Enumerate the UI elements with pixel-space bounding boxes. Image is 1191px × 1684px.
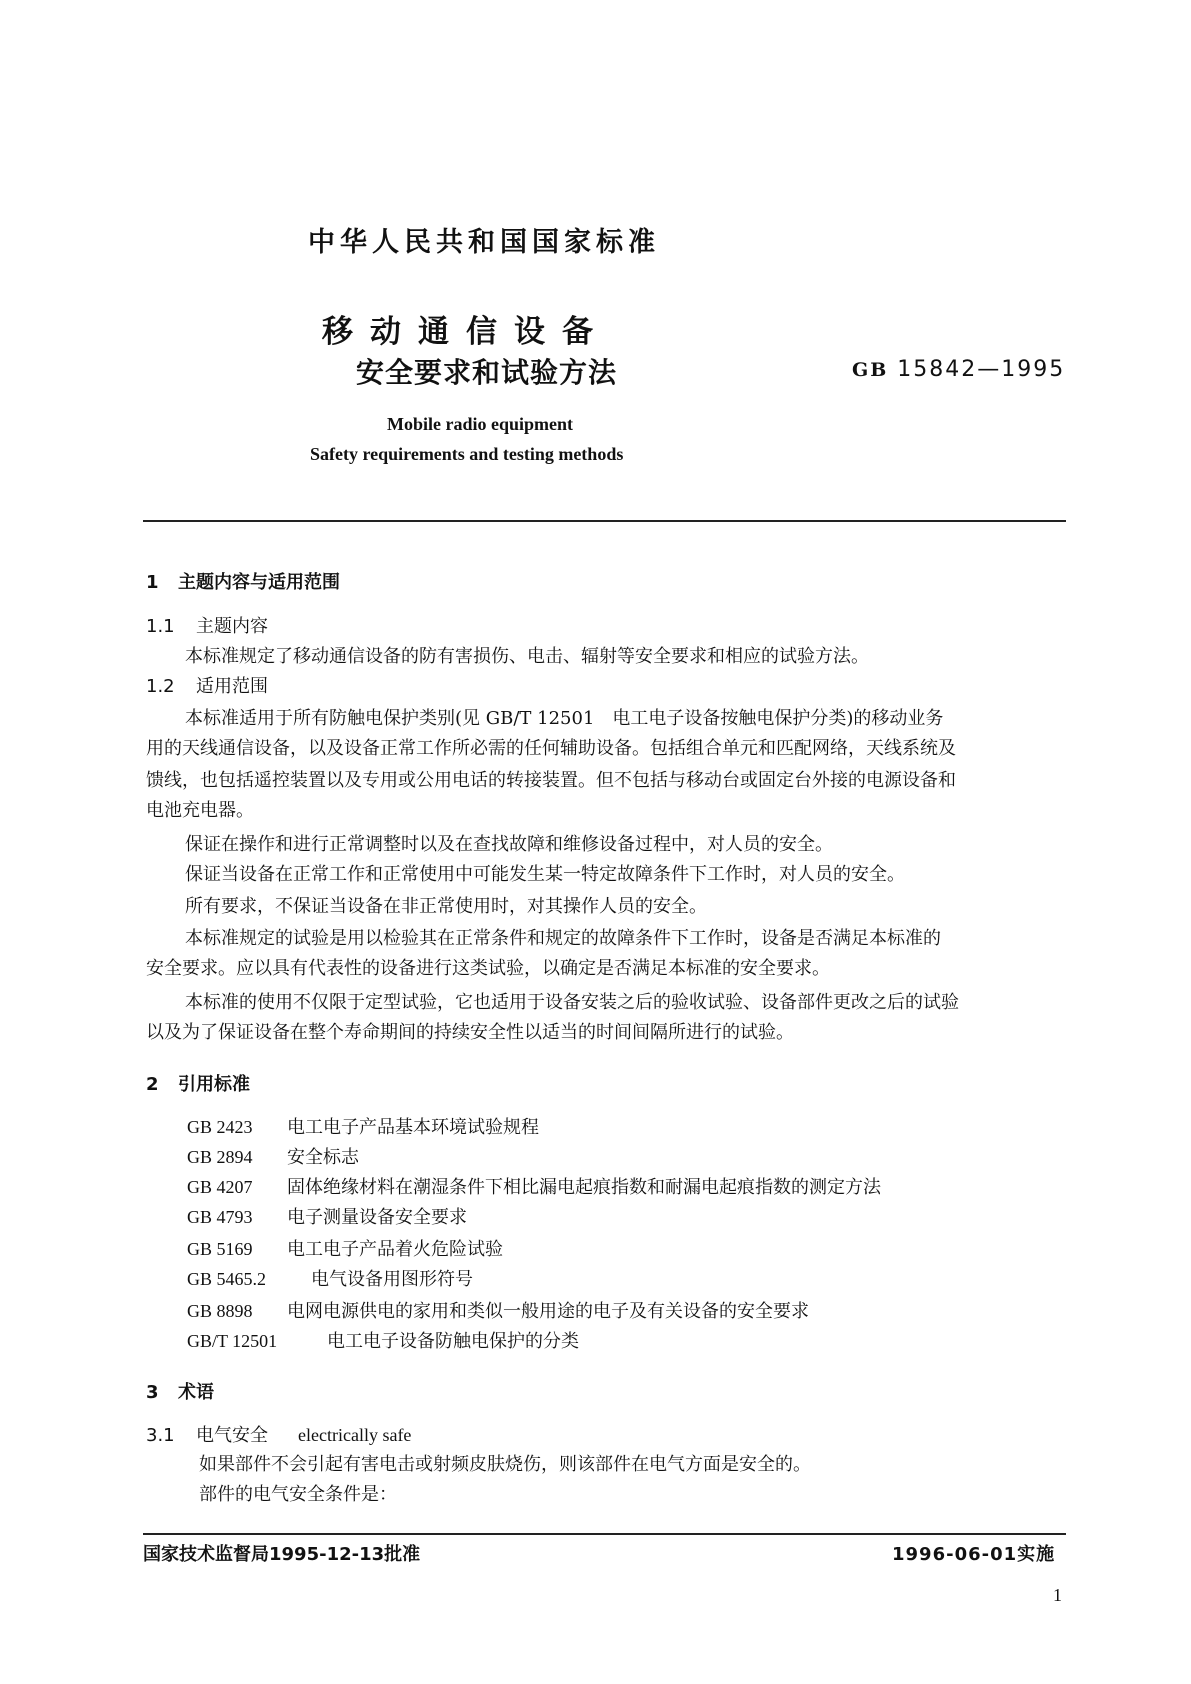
approval-note: 国家技术监督局1995-12-13批准	[143, 1544, 421, 1565]
term-chinese: 电气安全	[196, 1425, 268, 1446]
section-2-heading	[146, 1070, 250, 1096]
paragraph-line: 电池充电器。	[146, 800, 254, 821]
subsection-3-1-number: 3.1	[146, 1425, 175, 1446]
paragraph: 保证在操作和进行正常调整时以及在查找故障和维修设备过程中，对人员的安全。	[185, 834, 833, 855]
section-3-title: 术语	[178, 1382, 214, 1403]
reference-name: 电网电源供电的家用和类似一般用途的电子及有关设备的安全要求	[287, 1301, 809, 1322]
english-title-line2: Safety requirements and testing methods	[310, 444, 624, 464]
paragraph-line: 本标准适用于所有防触电保护类别(见 GB/T 12501 电工电子设备按触电保护分类)的移动业务	[185, 708, 944, 729]
page-number: 1	[1053, 1585, 1062, 1605]
document-title-line1: 移动通信设备	[322, 314, 610, 350]
document-title-line2: 安全要求和试验方法	[356, 356, 618, 389]
effective-date-note: 1996-06-01实施	[892, 1544, 1056, 1565]
section-2-title: 引用标准	[178, 1074, 250, 1095]
standard-type-heading: 中华人民共和国国家标准	[308, 227, 660, 258]
paragraph-line: 馈线，也包括遥控装置以及专用或公用电话的转接装置。但不包括与移动台或固定台外接的电源设备和	[146, 770, 956, 791]
reference-code: GB 4793	[187, 1207, 253, 1227]
paragraph: 所有要求，不保证当设备在非正常使用时，对其操作人员的安全。	[185, 896, 707, 917]
reference-name: 电工电子设备防触电保护的分类	[327, 1331, 579, 1352]
term-english: electrically safe	[298, 1425, 412, 1445]
paragraph-line: 本标准的使用不仅限于定型试验，它也适用于设备安装之后的验收试验、设备部件更改之后的试验	[185, 992, 959, 1013]
reference-code: GB/T 12501	[187, 1331, 278, 1351]
reference-code: GB 4207	[187, 1177, 253, 1197]
reference-name: 电工电子产品着火危险试验	[287, 1239, 503, 1260]
footer-divider	[143, 1533, 1066, 1535]
section-3-heading	[146, 1378, 214, 1404]
reference-code: GB 8898	[187, 1301, 253, 1321]
section-1-heading	[146, 568, 340, 594]
standard-code: 15842—1995	[897, 357, 1066, 382]
reference-name: 电气设备用图形符号	[311, 1269, 473, 1290]
section-1-number: 1	[146, 572, 159, 593]
paragraph: 保证当设备在正常工作和正常使用中可能发生某一特定故障条件下工作时，对人员的安全。	[185, 864, 905, 885]
reference-code: GB 5465.2	[187, 1269, 267, 1289]
subsection-1-2-title: 适用范围	[196, 676, 268, 697]
reference-code: GB 5169	[187, 1239, 253, 1259]
section-3-number: 3	[146, 1382, 159, 1403]
paragraph: 如果部件不会引起有害电击或射频皮肤烧伤，则该部件在电气方面是安全的。	[199, 1454, 811, 1475]
paragraph-line: 用的天线通信设备，以及设备正常工作所必需的任何辅助设备。包括组合单元和匹配网络，天线系统及	[146, 738, 956, 759]
reference-name: 电子测量设备安全要求	[287, 1207, 467, 1228]
paragraph-line: 安全要求。应以具有代表性的设备进行这类试验，以确定是否满足本标准的安全要求。	[146, 958, 830, 979]
english-title-line1: Mobile radio equipment	[387, 414, 574, 434]
reference-item	[187, 1300, 809, 1323]
reference-name: 电工电子产品基本环境试验规程	[287, 1117, 539, 1138]
paragraph-line: 本标准规定的试验是用以检验其在正常条件和规定的故障条件下工作时，设备是否满足本标准的	[185, 928, 941, 949]
reference-item	[187, 1176, 881, 1199]
reference-item	[187, 1268, 473, 1291]
reference-code: GB 2423	[187, 1117, 253, 1137]
subsection-1-2-heading	[146, 676, 268, 698]
paragraph: 部件的电气安全条件是：	[199, 1484, 397, 1505]
reference-item	[187, 1238, 503, 1261]
subsection-1-1-title: 主题内容	[196, 616, 268, 637]
reference-name: 安全标志	[287, 1147, 359, 1168]
section-1-title: 主题内容与适用范围	[178, 572, 340, 593]
reference-item	[187, 1116, 539, 1139]
subsection-3-1-heading	[146, 1424, 411, 1447]
standard-prefix: GB	[852, 359, 889, 381]
standard-number	[852, 357, 1065, 382]
subsection-1-1-heading	[146, 616, 268, 638]
paragraph-line: 以及为了保证设备在整个寿命期间的持续安全性以适当的时间间隔所进行的试验。	[146, 1022, 794, 1043]
subsection-1-2-number: 1.2	[146, 676, 175, 697]
subsection-1-1-number: 1.1	[146, 616, 175, 637]
section-2-number: 2	[146, 1074, 159, 1095]
reference-name: 固体绝缘材料在潮湿条件下相比漏电起痕指数和耐漏电起痕指数的测定方法	[287, 1177, 881, 1198]
header-divider	[143, 520, 1066, 522]
reference-item	[187, 1146, 359, 1169]
reference-item	[187, 1206, 467, 1229]
paragraph: 本标准规定了移动通信设备的防有害损伤、电击、辐射等安全要求和相应的试验方法。	[185, 646, 869, 667]
reference-code: GB 2894	[187, 1147, 253, 1167]
reference-item	[187, 1330, 579, 1353]
